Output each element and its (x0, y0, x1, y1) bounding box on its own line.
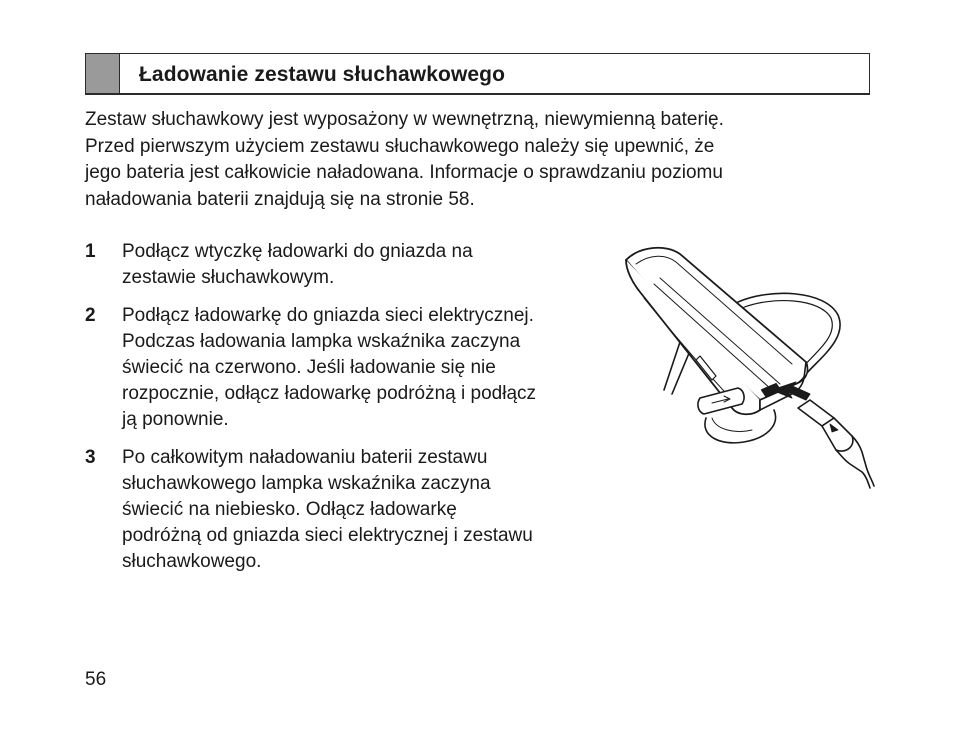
step-line: świecić na niebiesko. Odłącz ładowarkę (122, 499, 457, 520)
section-marker (86, 54, 120, 93)
headset-charging-illustration (620, 240, 875, 490)
ear-cushion-icon (705, 410, 776, 443)
step-number: 3 (85, 447, 96, 468)
step-line: Podłącz ładowarkę do gniazda sieci elektrycznej. (122, 305, 534, 326)
step-item (85, 445, 625, 575)
section-header (85, 53, 870, 95)
intro-line: naładowania baterii znajdują się na stronie 58. (85, 188, 475, 210)
step-line: Podłącz wtyczkę ładowarki do gniazda na (122, 241, 473, 262)
section-title: Ładowanie zestawu słuchawkowego (139, 63, 506, 86)
usb-plug-icon (798, 400, 874, 488)
step-number: 2 (85, 305, 96, 326)
step-text (122, 445, 625, 575)
step-number: 1 (85, 241, 96, 262)
step-line: podróżną od gniazda sieci elektrycznej i zestawu (122, 525, 533, 546)
step-line: słuchawkowego lampka wskaźnika zaczyna (122, 473, 491, 494)
step-line: świecić na czerwono. Jeśli ładowanie się nie (122, 357, 496, 378)
intro-line: Przed pierwszym użyciem zestawu słuchawkowego należy się upewnić, że (85, 135, 715, 157)
step-line: Po całkowitym naładowaniu baterii zestawu (122, 447, 488, 468)
page-number: 56 (85, 669, 107, 690)
step-line: Podczas ładowania lampka wskaźnika zaczyna (122, 331, 521, 352)
step-line: zestawie słuchawkowym. (122, 267, 335, 288)
step-text (122, 303, 625, 433)
step-line: słuchawkowego. (122, 551, 262, 572)
step-item (85, 239, 625, 291)
step-text (122, 239, 625, 291)
intro-line: jego bateria jest całkowicie naładowana. Informacje o sprawdzaniu poziomu (85, 162, 723, 183)
step-item (85, 303, 625, 433)
intro-paragraph (85, 107, 875, 213)
steps-list (85, 239, 625, 587)
intro-line: Zestaw słuchawkowy jest wyposażony w wewnętrzną, niewymienną baterię. (85, 109, 724, 130)
step-line: ją ponownie. (122, 409, 229, 430)
step-line: rozpocznie, odłącz ładowarkę podróżną i podłącz (122, 383, 537, 404)
